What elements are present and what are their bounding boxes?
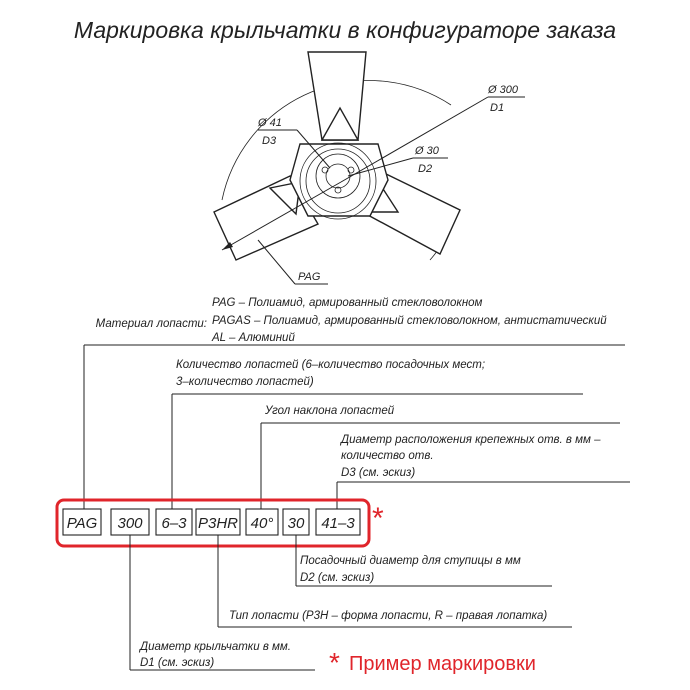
material-label: Материал лопасти: — [95, 318, 207, 330]
blade-label: PAG — [298, 271, 321, 283]
mount-text: количество отв. — [341, 450, 434, 462]
blade-leader — [258, 240, 295, 284]
code-segment: 30 — [287, 515, 305, 532]
material-option: PAGAS – Полиамид, армированный стекловолокном, антистатический — [212, 315, 607, 327]
d3-label: Ø 41 — [258, 117, 282, 129]
d1-leader — [341, 97, 488, 182]
mount-text: D3 (см. эскиз) — [341, 467, 416, 479]
angle-text: Угол наклона лопастей — [265, 405, 395, 417]
hub-text: D2 (см. эскиз) — [300, 572, 375, 584]
code-segment: 6–3 — [161, 515, 187, 532]
impeller-d-text: Диаметр крыльчатки в мм. — [140, 641, 291, 653]
blade-count-text: 3–количество лопастей) — [176, 376, 314, 388]
material-option: PAG – Полиамид, армированный стекловолокном — [212, 297, 483, 309]
page-title: Маркировка крыльчатки в конфигураторе заказа — [73, 17, 617, 43]
d1-label: Ø 300 — [488, 84, 518, 96]
mount-text: Диаметр расположения крепежных отв. в мм – — [341, 434, 601, 446]
hub-hexagon — [290, 144, 388, 216]
code-segment: 300 — [117, 515, 143, 532]
d2-name: D2 — [418, 163, 433, 175]
impeller-d-text: D1 (см. эскиз) — [140, 657, 215, 669]
code-segment: 40° — [250, 515, 274, 532]
d2-label: Ø 30 — [415, 145, 439, 157]
d1-name: D1 — [490, 102, 505, 114]
code-segment: P3HR — [197, 515, 239, 532]
material-option: AL – Алюминий — [212, 332, 295, 344]
blade-type-text: Тип лопасти (P3H – форма лопасти, R – правая лопатка) — [229, 610, 548, 622]
example-label: Пример маркировки — [349, 653, 536, 675]
code-segment: 41–3 — [321, 515, 355, 532]
example-star: * — [372, 502, 384, 535]
blade-top — [308, 52, 366, 140]
hub-text: Посадочный диаметр для ступицы в мм — [300, 555, 521, 567]
d3-name: D3 — [262, 135, 277, 147]
code-segment: PAG — [66, 515, 98, 532]
example-star-small: * — [329, 647, 340, 678]
blade-count-text: Количество лопастей (6–количество посадочных мест; — [176, 359, 486, 371]
